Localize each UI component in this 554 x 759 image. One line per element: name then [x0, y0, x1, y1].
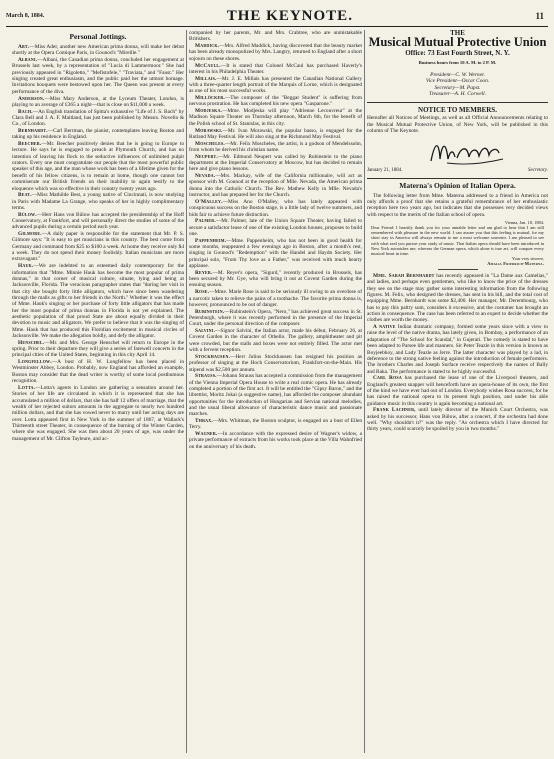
letter-closing: Your very sincere,	[511, 255, 544, 261]
section-heading: Personal Jottings.	[69, 32, 127, 41]
item-text: —Mr. Beecher positively denies that he is going to Europe to lecture. He says he is engaged to preach at Plymouth Church, and has no intention of leaving his flock to the seductive influences of unlimited pulpit orators. Every one must congratulate our people that the most powerful public speaker of this age, and the man whose work has been of a lifetime given for the benefit of his fellow citizens, is to remain at home, though one cannot but commiserate our British friends on their inability to again testify to the eloquence which was so effective in their country twenty years ago.	[12, 141, 184, 192]
officer-vice-president: Vice President—Oscar Coon.	[425, 78, 490, 85]
item-lead: Morawski.	[195, 127, 223, 134]
news-item	[189, 328, 362, 353]
news-item	[189, 354, 362, 373]
news-item	[367, 375, 548, 407]
item-lead: Frank Lachner,	[373, 407, 416, 414]
article-intro: The following letter from Mme. Materna addressed to a friend in America not only affords a proof that she retains a grateful remembrance of her enthusiastic reception here two years ago, but indicates that she possesses very decided views with respect to the merits of the Italian school of opera.	[367, 192, 548, 218]
item-text: —Mr. and Mrs. George Henschel will return to Europe in the spring. Prior to their departure they will give a series of farewell concerts in the principal cities of the United States, beginning in this city April 14.	[12, 339, 184, 359]
notice-footer	[367, 168, 548, 178]
item-text: —M. Reyer's opera, "Sigurd," recently produced in Brussels, has been secured by Mr. Gye, who will bring it out at Covent Garden during the ensuing season.	[189, 269, 362, 289]
letter-date: Vienna, Jan. 18, 1884.	[504, 220, 544, 226]
item-text: —Signor Salvini, the Italian actor, made his début, February 26, at Covent Garden in the character of Othello. The gallery, amphitheater and pit were crowded, but the stalls and boxes were not entirely filled. The actor met with a fervent reception.	[189, 328, 362, 354]
item-lead: Beat.	[18, 192, 32, 199]
business-hours: Business hours from 10 A. M. to 2 P. M.	[418, 60, 497, 66]
notice-text: Hereafter all Notices of Meetings, as well as all Official Announcements relating to the Musical Mutual Protective Union, of New York, will be published in this column of The Keynote.	[367, 115, 548, 135]
news-item	[12, 109, 184, 128]
news-item	[189, 95, 362, 108]
news-item	[189, 418, 362, 431]
signature-area	[367, 137, 548, 167]
news-item	[189, 76, 362, 95]
officer-treasurer: Treasurer—A. H. Corwell.	[429, 91, 486, 98]
item-text: —It is stated that Colonel McCaul has purchased Haverly's interest in his Philadelphia Theater.	[189, 62, 362, 75]
item-text: Indian dramatic company, formed some years since with a view to raise the level of the native drama, has lately given, in Bombay, a performance of an adaptation of "The School for Scandal," in Gujerati. The comedy is stated to have been adapted to Parsee life and manners. Sir Peter Teazle in this version is known as Boyjeebhoy, and Lady Teazle as Jerre. The latter character was played by a lad, in deference to the strong native feeling against the introduction of female performers. The brothers Charles and Joseph Surface receive respectively the names of Bally and Baka. The performance is stated to be highly successful.	[367, 324, 548, 375]
item-text: —Miss Mary Anderson, at the Lyceum Theater, London, is playing to an average of £365 a night—that is close on $11,000 a week.	[12, 95, 184, 108]
item-lead: Bernhardt.	[18, 128, 48, 135]
item-lead: Albani.	[18, 57, 38, 64]
news-item	[12, 212, 184, 231]
item-lead: Lotta.	[18, 384, 36, 391]
item-text: —Rubinstein's Opera, "Nero," has achieved great success in St. Petersburgh, where it was recently performed in the presence of the Imperial Court, under the personal direction of the composer.	[189, 308, 362, 328]
officer-secretary: Secretary—M. Papst.	[434, 84, 481, 91]
page-number: 11	[535, 11, 544, 21]
news-item	[189, 270, 362, 289]
item-text: —Mme. Modjeska will play "Adrienne Lecouvreur" at the Madison Square Theater on Thursday afternoon, March 6th, for the benefit of the Polish school of St. Stanislas, in this city.	[189, 108, 362, 127]
item-lead: Millöcker.	[195, 95, 225, 101]
item-lead: Rubinstein.	[195, 308, 225, 315]
item-text: —Mr. Ivan Morawski, the popular basso, is engaged for the Rutland May Festival. He will also sing at the Richmond May Festival.	[189, 127, 362, 140]
news-item	[12, 263, 184, 339]
news-item	[189, 218, 362, 237]
news-item	[189, 431, 362, 450]
news-item	[189, 238, 362, 270]
masthead	[6, 6, 548, 27]
notice-to-members	[367, 107, 548, 179]
item-text: companied by her parents, Mr. and Mrs. Crabtree, who are unmistakable Britishers.	[189, 30, 362, 43]
article-heading: Materna's Opinion of Italian Opera.	[399, 180, 516, 190]
news-item	[12, 231, 184, 263]
item-lead: Neupert.	[195, 153, 218, 160]
item-lead: Salvini.	[195, 328, 215, 335]
union-office: Office: 73 East Fourth Street, N. Y.	[405, 49, 510, 58]
item-text: —We are indebted to an esteemed daily contemporary for the information that "Mme. Minnie Hauk has become the most popular of prima donnas," in that corner of musical culture, situate, lying and being at Jacksonville, Florida. The veracious paragrapher states that "during her visit in that city she bought forty little alligators, which have since been wandering through the malls as gifts to her friends in the North." Whether it was the effect of Mme. Hauk's singing or her purchase of forty little alligators that has made her the most popular of prima donnas in Florida is not yet explained. The aesthetic population of that proud State are about equally divided in their devotion to music and alligators. We prefer to believe that it was the singing of Mme. Hauk that has produced this Floridian excitement in musical circles of Jacksonville. We make the allegation boldly, and defy the alligator.	[12, 263, 184, 339]
item-text: —Mr. J. E. Millais has presented the Canadian National Gallery with a three-quarter length portrait of the Marquis of Lorne, which is designated as one of his most successful works.	[189, 75, 362, 95]
item-lead: Wagner.	[195, 431, 218, 438]
item-lead: Mme. Sarah Bernhardt	[373, 273, 435, 279]
signer-role: Secretary.	[528, 168, 548, 174]
news-item	[12, 44, 184, 57]
item-text: —An English translation of Spitta's exhaustive "Life of J. S. Bach" by Clara Bell and J. A. F. Maitland, has just been published by Messrs. Novello & Co., of London.	[12, 108, 184, 128]
item-lead: A native	[373, 324, 396, 331]
item-text: —In accordance with the expressed desire of Wagner's widow, a private performance of extracts from his works took place at the Villa Wahnfried on the anniversary of his death.	[189, 431, 362, 450]
item-text: has purchased the lease of one of the Liverpool theaters, and England's greatest snapper will henceforth have an opera-house of its own, the first of the kind we have ever had out of London. Everybody wishes Rosa success, for he has raised the national opera to its present high position, and under his able guidance music in this country is again becoming a national art.	[367, 375, 548, 407]
item-lead: Millais.	[195, 75, 217, 82]
news-item	[367, 273, 548, 324]
divider	[438, 269, 478, 270]
news-item	[189, 289, 362, 308]
item-lead: Modjeska.	[195, 108, 223, 115]
item-lead: Anderson.	[18, 95, 45, 102]
column-rule	[186, 30, 187, 753]
item-lead: Moscheles.	[195, 140, 225, 147]
notice-heading: NOTICE TO MEMBERS.	[418, 106, 497, 115]
news-item	[12, 359, 184, 384]
news-item	[189, 63, 362, 76]
item-lead: Palmer.	[195, 218, 216, 225]
item-text: until lately director of the Munich Court Orchestra, was asked by his successor, Hans von Bülow, after a concert, if the orchestra had done well. "Why shouldn't it?" was the reply. "As orchestra which I have directed for thirty years, could scarcely be spoiled by you in two months."	[367, 407, 548, 433]
item-text: —Herr Julius Stockhausen has resigned his position as professor of singing at the Hoch Conservatorium, Frankfort-on-the-Main. His stipend was $2,500 per annum.	[189, 353, 362, 373]
item-lead: Nevada.	[195, 173, 216, 180]
news-item	[189, 373, 362, 417]
item-text: —A daily paper is responsible for the statement that Mr. P. S. Gilmore says: "It is easy to get musicians in this country. The best come from Germany and command from $25 to $100 a week. At home they receive only $4 a week. They do not spend their money foolishly. Italian musicians are more extravagant."	[12, 231, 184, 263]
item-text: —Miss Mathilde Best, a young native of Cincinnati, is now studying in Paris with Madame La Grange, who speaks of her in highly complimentary terms.	[12, 192, 184, 211]
news-item	[12, 340, 184, 359]
item-lead: Longfellow.	[18, 359, 52, 366]
column-union	[367, 30, 548, 755]
column-rule	[364, 30, 365, 753]
item-lead: McCaull.	[195, 62, 221, 69]
ad-the: THE	[450, 30, 465, 37]
news-item	[189, 141, 362, 154]
item-lead: Carl Rosa	[373, 375, 402, 382]
news-item	[189, 199, 362, 218]
item-lead: Hauk.	[18, 263, 34, 270]
item-lead: Beecher.	[18, 141, 42, 148]
item-lead: O'Malley.	[195, 198, 223, 205]
item-lead: Abt.	[18, 44, 30, 50]
news-item	[12, 128, 184, 141]
item-lead: Pappenheim.	[195, 237, 227, 244]
officer-president: President—C. W. Werner.	[430, 71, 485, 78]
item-lead: Stockhausen.	[195, 353, 231, 360]
news-item	[189, 154, 362, 173]
news-item	[189, 30, 362, 43]
newspaper-title: THE KEYNOTE.	[226, 7, 353, 24]
item-text: —Herr Hans von Bülow has accepted the presidentship of the Hoff Conservatory, at Frankfort, and will personally direct the studies of some of the advanced pupils during a certain period each year.	[12, 211, 184, 231]
news-item	[189, 128, 362, 141]
item-text: —Miss Ano O'Malley, who has lately appeared with conspicuous success on the Boston stage, is a little lady of twelve summers, and bids fair to achieve future distinction.	[189, 198, 362, 218]
item-text: —Carl Berrman, the pianist, contemplates leaving Boston and taking up his residence in England.	[12, 128, 184, 141]
item-text: —Mme. Marie Rose is said to be seriously ill owing to an overdose of a narcotic taken to relieve the pains of a toothache. The favorite prima donna is, however, pronounced to be out of danger.	[189, 289, 362, 308]
item-lead: Henschel.	[18, 339, 45, 346]
item-text: —Miss Ader, another new American prima donna, will make her debut shortly at the Opera Comique Paris, in Gounod's "Mireille."	[12, 44, 184, 57]
item-lead: Bülow.	[18, 211, 37, 218]
item-text: —Mrs. Mackay, wife of the California millionaire, will act as sponsor with M. Gounod at the reception of Mlle. Nevada, the American prima donna into the Catholic Church. The Rev. Mathew Kelly in Mlle. Nevada's instructor, and has prepared her for the Church.	[189, 173, 362, 199]
notice-date: January 21, 1884.	[367, 168, 403, 174]
letter-body: Dear Friend: I heartily thank you for your amiable letter and am glad to hear that I am still remembered with pleasure in the new world. I can assure you that this feeling is mutual, for my short stay in America will always remain to me a most welcome souvenir. I am pleased to see with what zeal you pursue your study of music. That Italian opera should have been introduced in New York astonishes me; whereas the German opera, which alone is true art, will conquer every musical heart in time.	[371, 225, 544, 256]
item-lead: Gilmore.	[18, 231, 42, 238]
news-item	[189, 173, 362, 198]
union-advertisement	[367, 30, 548, 103]
news-item	[189, 108, 362, 127]
item-lead: Strauss.	[195, 373, 217, 380]
item-lead: Thrax.	[195, 418, 213, 425]
news-item	[12, 96, 184, 109]
paragraph-list	[367, 273, 548, 433]
column-jottings-continued	[189, 30, 362, 755]
item-text: —Mr. Felix Moscheles, the artist, is a godson of Mendelssohn, from whom he derived his christian name.	[189, 140, 362, 153]
news-item	[367, 407, 548, 432]
issue-date: March 8, 1884.	[6, 13, 45, 19]
item-lead: Rose.	[195, 289, 210, 296]
column-personal-jottings	[12, 30, 184, 755]
item-text: —Mme. Pappenheim, who has not been in good health for some months, reappeared a few evenings ago in Boston, after a month's rest, singing in Gounod's "Redemption" with the Handel and Haydn Society. Her principal solo, "From Thy love as a Father," was received with much hearty applause.	[189, 237, 362, 270]
news-item	[12, 192, 184, 211]
news-item	[189, 309, 362, 328]
item-text: —Albani, the Canadian prima donna, concluded her engagement at Brussels last week, by a representation of "Lucia di Lammermoor." She had previously appeared in "Rigoletto," "Mefistofele," "Traviata," and "Faust." Her singing created great enthusiasm, and the public paid her the utmost homage. Invitations bouquets were bestowed upon her. The Queen was present at every performance of the diva.	[12, 57, 184, 95]
item-text: —Johann Strauss has accepted a commission from the management of the Vienna Imperial Opera House to write a real comic opera. He has already completed a portion of the first act. It will be entitled the "Gipsy Baron," and the librettist, Moritz Jokai (a suggestive name), has afforded the composer abundant opportunities for the introduction of Hungarian and Servian national melodies, and the usual liberal allowance of characteristic dance music and passionate marches.	[189, 373, 362, 418]
news-item	[367, 324, 548, 375]
item-text: has recently appeared in "La Dame aux Camelias," and ladies, and perhaps even gentlemen, who like to know the price of the dresses they see on the stage may gather some interesting information from the following figures. M. Felix, who designed the dresses, has sent in his bill, and the total cost of equipping Mme. Bernhardt was some $2,400. Her manager, Mr. Derembourg, who has to pay this paltry sum, considers it excessive, and the costumer has brought an action in consequence. The case has been referred to an expert to decide whether the clothes are worth the money.	[367, 273, 548, 324]
news-item	[12, 141, 184, 192]
jottings-list	[189, 30, 362, 450]
item-text: —Mr. Edmund Neupert was called by Rubinstein to the piano department at the Imperial Conservatory at Moscow, but has decided to remain here and give piano lessons.	[189, 153, 362, 173]
item-lead: Bach.	[18, 108, 33, 115]
union-name: Musical Mutual Protective Union	[368, 35, 547, 50]
item-text: —Mrs. Whitman, the Boston sculptor, is engaged on a bust of Ellen Terry.	[189, 418, 362, 431]
news-item	[189, 43, 362, 62]
news-item	[12, 385, 184, 442]
news-item	[12, 57, 184, 95]
item-text: —Lotta's agents in London are gathering a sensation around her. Stories of her life are circulated in which it is represented that she has accumulated a million of dollars, that she has half 12 offers of marriage, that the wealth of her rejected suitors amounts in the aggregate to nearly two hundred million dollars, and that she has vowed never to marry until her acting days are over. Lotta appeared first in New York in the summer of 1867, at Wallack's Thirteenth street Theater, in consequence of the burning of the Winter Garden, where she was engaged. She was then about 20 years of age, was under the management of Mr. Clifton Tayleure, and ac-	[12, 384, 184, 442]
jottings-list	[12, 44, 184, 442]
item-text: —A bust of H. W. Longfellow has been placed in Westminster Abbey, London. Probably, now England has afforded an example, Boston may consider that the dead writer is worthy of some local posthumous recognition.	[12, 359, 184, 385]
handwritten-signature	[427, 137, 507, 167]
item-text: —Mrs. Alfred Maddick, having discovered that the beauty market has been already monopolized by Mrs. Langtry, returned to England after a short sojourn on these shores.	[189, 43, 362, 62]
item-lead: Maddick.	[195, 43, 220, 50]
item-text: —The composer of the "Beggar Student" is suffering from nervous prostration. He has completed his new opera "Gasparone."	[189, 95, 362, 108]
materna-article	[367, 181, 548, 433]
letter-signature: Amalia Friedrich-Materna.	[487, 260, 544, 266]
letter-block	[371, 220, 544, 266]
item-text: —Mr. Palmer, late of the Union Square Theater, having failed to secure a satisfactor lease of one of the existing London houses, proposes to build one.	[189, 218, 362, 237]
item-lead: Reyer.	[195, 269, 213, 276]
